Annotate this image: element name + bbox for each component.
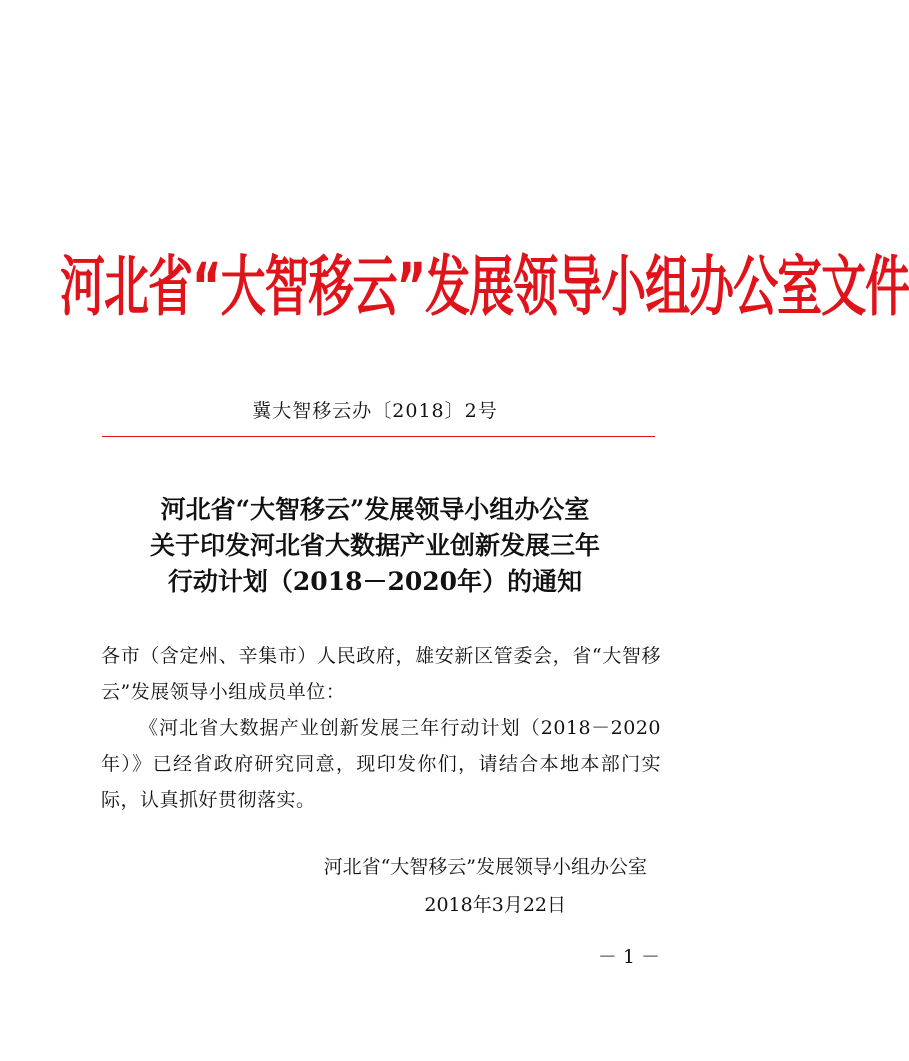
notice-title-line-1: 河北省“大智移云”发展领导小组办公室: [160, 495, 590, 524]
notice-title-line-3: 行动计划（2018－2020年）的通知: [167, 567, 583, 596]
document-number: 冀大智移云办〔2018〕2号: [252, 400, 498, 422]
notice-body: [101, 638, 661, 818]
notice-title: [0, 492, 750, 600]
body-paragraph: 《河北省大数据产业创新发展三年行动计划（2018－2020年）》已经省政府研究同意，现印发你们，请结合本地本部门实际，认真抓好贯彻落实。: [101, 717, 661, 811]
page-number: － 1 －: [597, 946, 660, 968]
issuer-signature: 河北省“大智移云”发展领导小组办公室: [323, 856, 647, 878]
notice-title-line-2: 关于印发河北省大数据产业创新发展三年: [149, 531, 600, 560]
issue-date: 2018年3月22日: [424, 894, 566, 916]
red-divider-line: [102, 436, 655, 437]
recipients-paragraph: 各市（含定州、辛集市）人民政府，雄安新区管委会，省“大智移云”发展领导小组成员单位：: [101, 645, 661, 703]
document-header-title: 河北省“大智移云”发展领导小组办公室文件: [60, 247, 909, 325]
